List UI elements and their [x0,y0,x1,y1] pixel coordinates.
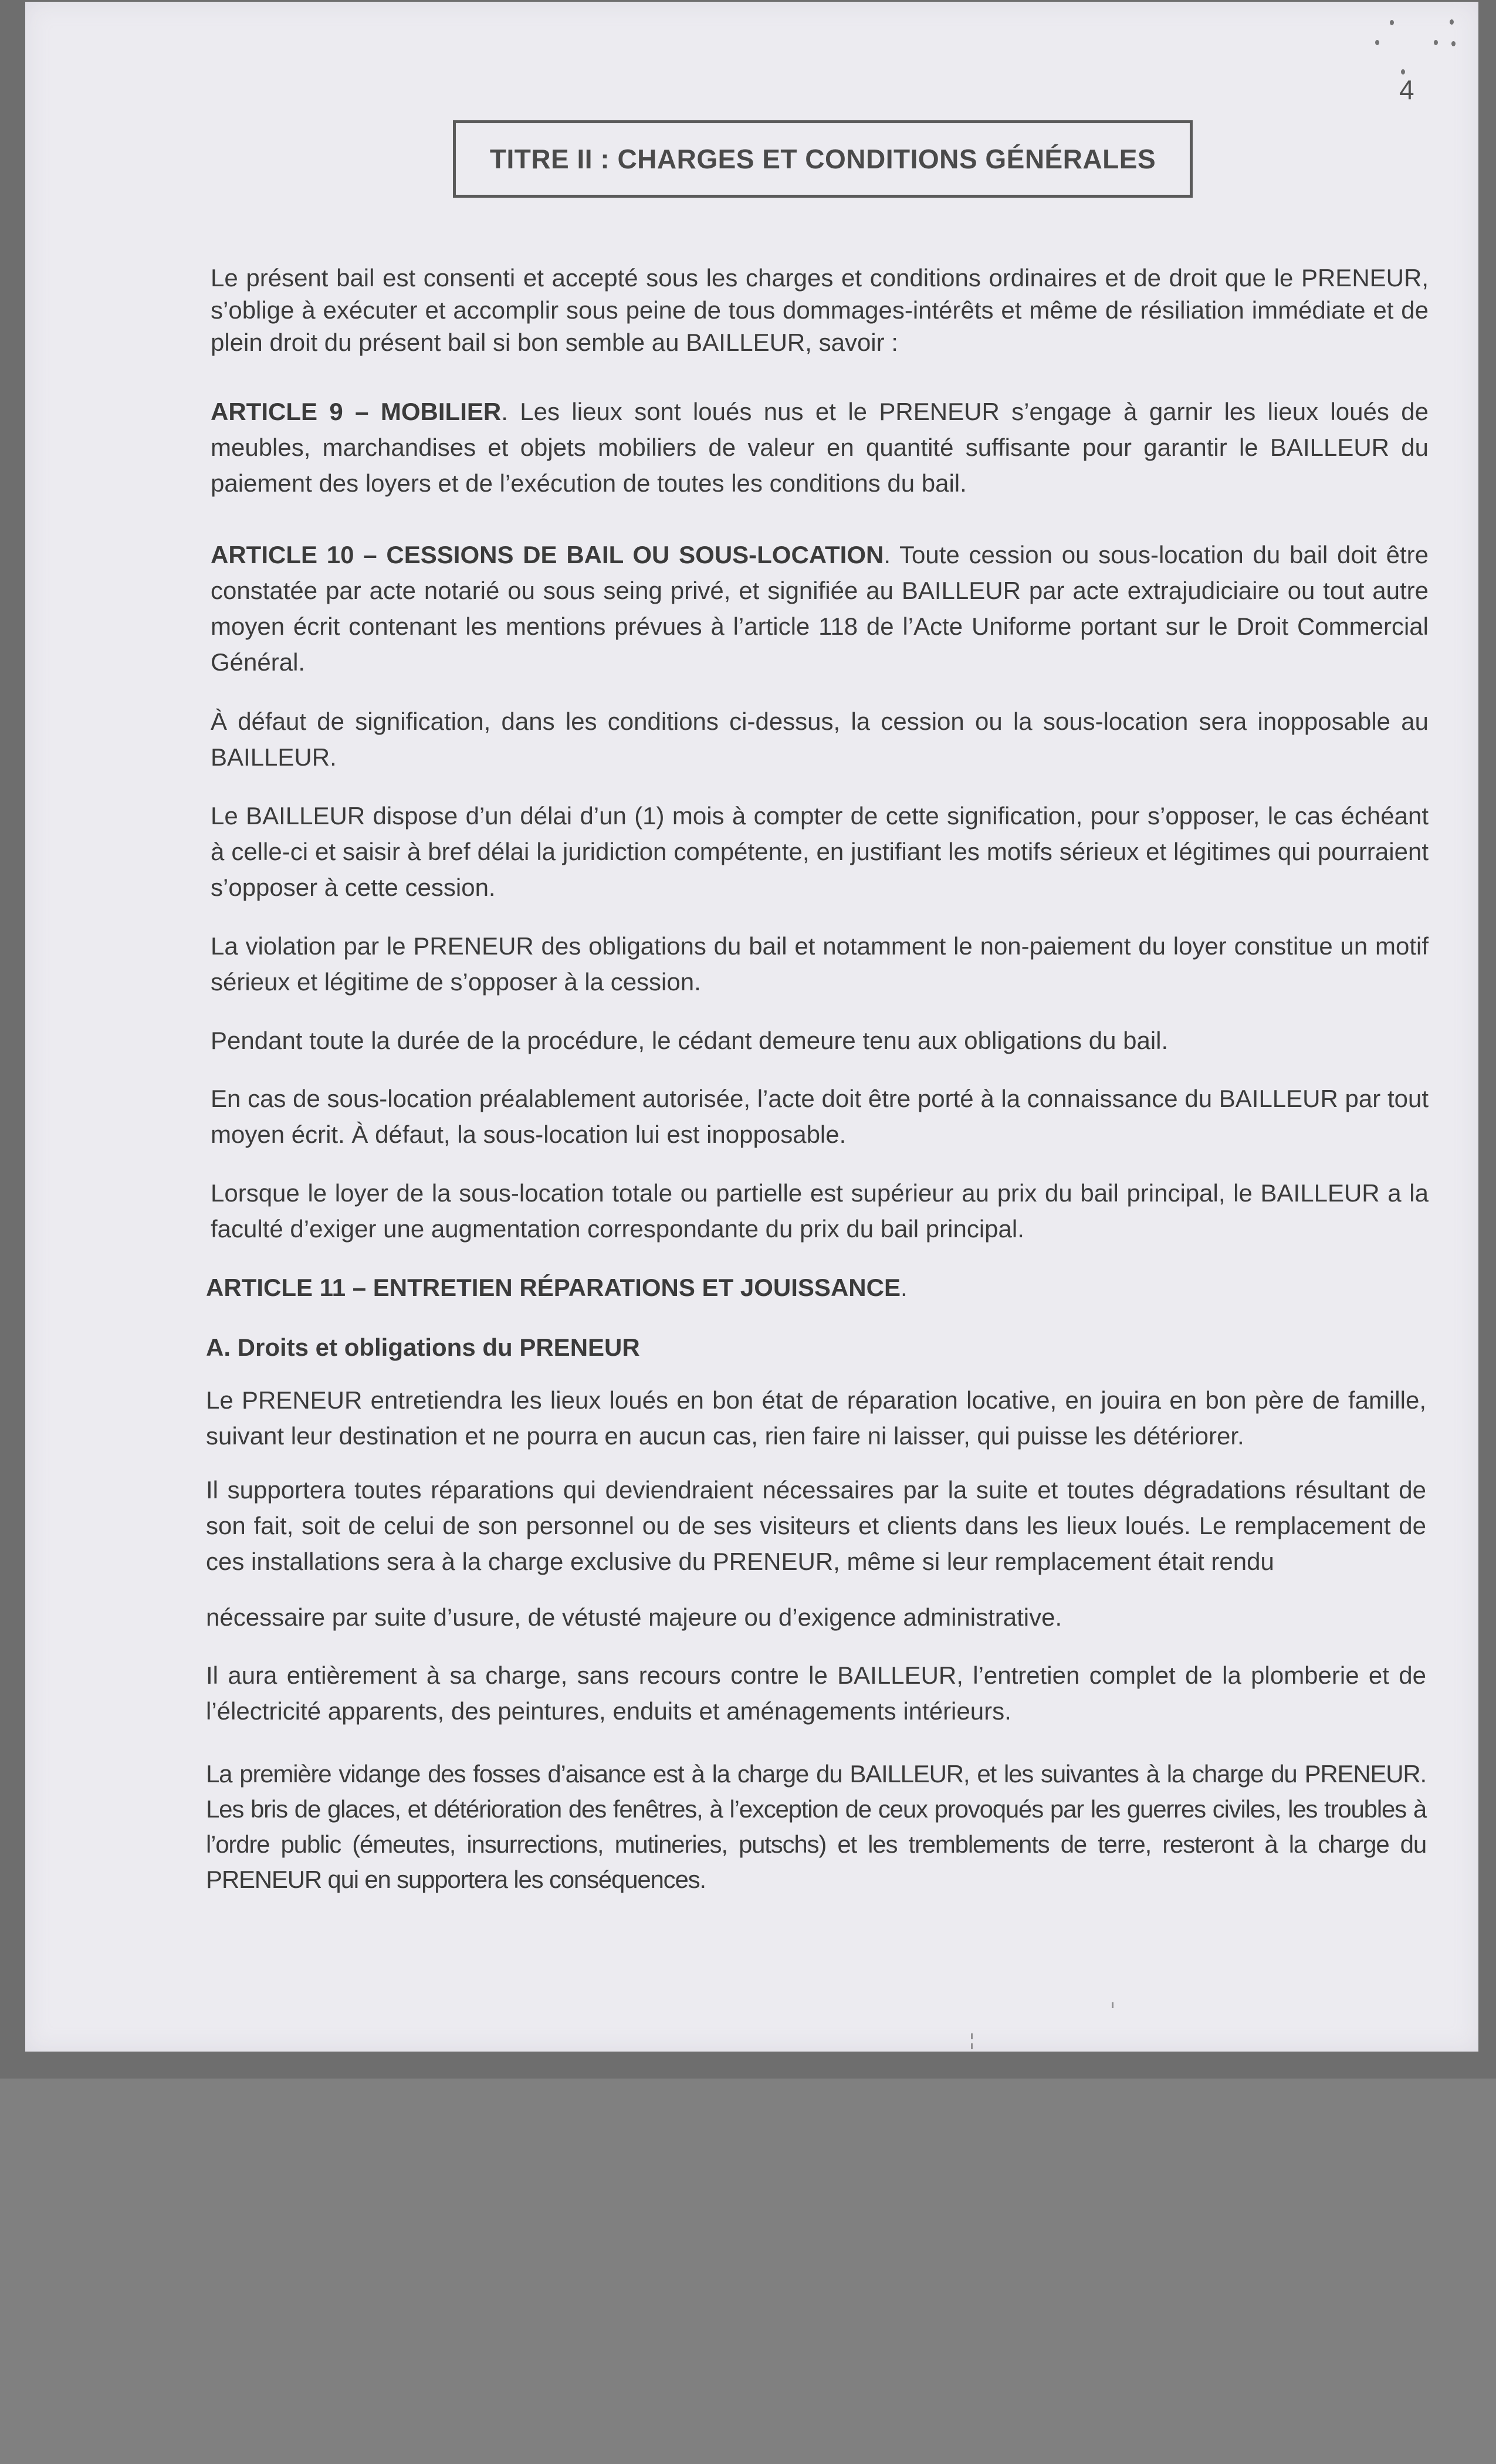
article-11-paragraph-usure: nécessaire par suite d’usure, de vétusté majeure ou d’exigence administrative. [206,1603,1062,1631]
scan-speck [1112,2002,1113,2008]
section-title-box [453,120,1193,198]
page-number: 4 [1399,75,1414,105]
article-10-paragraph-loyer: Lorsque le loyer de la sous-location totale ou partielle est supérieur au prix du bail principal, le BAILLEUR a la faculté d’exiger une augmentation correspondante du prix du bail principal. [211,1179,1429,1243]
article-11-heading-end: . [900,1274,908,1301]
article-10-paragraph-delai: Le BAILLEUR dispose d’un délai d’un (1) mois à compter de cette signification, pour s’opposer, le cas échéant à celle-ci et saisir à bref délai la juridiction compétente, en justifiant les motifs sérieux et légitimes qui pourraient s’opposer à cette cession. [211,802,1429,901]
scan-speck [971,2033,973,2039]
article-9-paragraph [211,394,1429,501]
intro-paragraph: Le présent bail est consenti et accepté sous les charges et conditions ordinaires et de droit que le PRENEUR, s’oblige à exécuter et accomplir sous peine de tous dommages-intérêts et même de résiliation immédiate et de plein droit du présent bail si bon semble au BAILLEUR, savoir : [211,264,1429,356]
article-11-subheading: A. Droits et obligations du PRENEUR [206,1333,640,1361]
article-11-heading-line [206,1270,1426,1305]
staple-hole-mark [1390,20,1394,25]
article-10-paragraph [211,537,1429,680]
section-title: TITRE II : CHARGES ET CONDITIONS GÉNÉRALES [489,144,1156,174]
article-11-paragraph-entretien: Le PRENEUR entretiendra les lieux loués en bon état de réparation locative, en jouira en bon père de famille, suivant leur destination et ne pourra en aucun cas, rien faire ni laisser, qui puisse les détériorer. [206,1386,1426,1450]
article-10-text: . Toute cession ou sous-location du bail doit être constatée par acte notarié ou sous seing privé, et signifiée au BAILLEUR par acte extrajudiciaire ou tout autre moyen écrit contenant les mentions prévues à l’article 118 de l’Acte Uniforme portant sur le Droit Commercial Général. [211,541,1429,676]
staple-hole-mark [1375,40,1379,45]
article-9-text: . Les lieux sont loués nus et le PRENEUR s’engage à garnir les lieux loués de meubles, marchandises et objets mobiliers de valeur en quantité suffisante pour garantir le BAILLEUR du paiement des loyers et de l’exécution de toutes les conditions du bail. [211,398,1429,497]
scan-speck [971,2043,973,2049]
staple-hole-mark [1450,19,1454,25]
staple-hole-mark [1401,69,1405,75]
article-11-paragraph-plomberie: Il aura entièrement à sa charge, sans recours contre le BAILLEUR, l’entretien complet de la plomberie et de l’électricité apparents, des peintures, enduits et aménagements intérieurs. [206,1661,1426,1725]
article-9-heading: ARTICLE 9 – MOBILIER [211,398,502,425]
article-10-paragraph-violation: La violation par le PRENEUR des obligations du bail et notamment le non-paiement du loyer constitue un motif sérieux et légitime de s’opposer à la cession. [211,932,1429,996]
article-11-heading: ARTICLE 11 – ENTRETIEN RÉPARATIONS ET JOUISSANCE [206,1274,901,1301]
article-10-heading: ARTICLE 10 – CESSIONS DE BAIL OU SOUS-LOCATION [211,541,884,568]
article-10-paragraph-sous-location: En cas de sous-location préalablement autorisée, l’acte doit être porté à la connaissance du BAILLEUR par tout moyen écrit. À défaut, la sous-location lui est inopposable. [211,1085,1429,1148]
article-10-paragraph-defaut: À défaut de signification, dans les conditions ci-dessus, la cession ou la sous-location sera inopposable au BAILLEUR. [211,708,1429,771]
staple-hole-mark [1451,41,1456,46]
article-10-paragraph-procedure: Pendant toute la durée de la procédure, le cédant demeure tenu aux obligations du bail. [211,1027,1169,1054]
staple-hole-mark [1434,40,1438,45]
article-11-paragraph-vidange: La première vidange des fosses d’aisance est à la charge du BAILLEUR, et les suivantes à la charge du PRENEUR. Les bris de glaces, et détérioration des fenêtres, à l’exception de ceux provoqués par les guerres civiles, les troubles à l’ordre public (émeutes, insurrections, mutineries, putschs) et les tremblements de terre, resteront à la charge du PRENEUR qui en supportera les conséquences. [206,1760,1426,1893]
article-11-paragraph-reparations: Il supportera toutes réparations qui deviendraient nécessaires par la suite et toutes dégradations résultant de son fait, soit de celui de son personnel ou de ses visiteurs et clients dans les lieux loués. Le remplacement de ces installations sera à la charge exclusive du PRENEUR, même si leur remplacement était rendu [206,1476,1426,1575]
